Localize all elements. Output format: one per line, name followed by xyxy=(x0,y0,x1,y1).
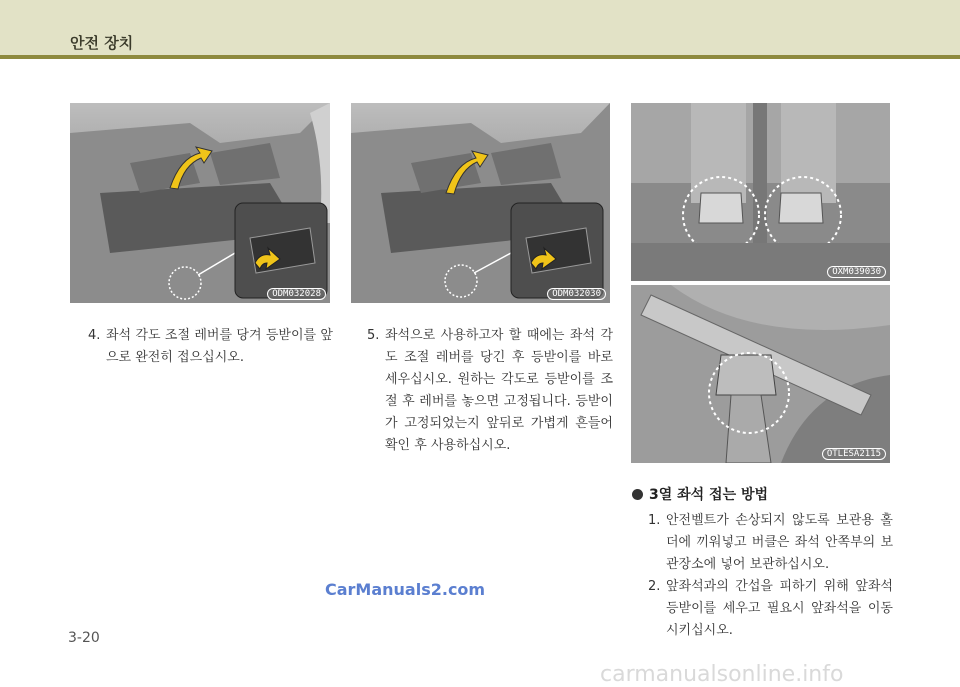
instruction-step xyxy=(648,576,893,642)
figure-seat-raise xyxy=(351,103,610,303)
step-text: 좌석 각도 조절 레버를 당겨 등받이를 앞으로 완전히 접으십시오. xyxy=(106,328,333,365)
watermark-text: carmanualsonline.info xyxy=(600,662,844,687)
page-number: 3-20 xyxy=(68,630,100,646)
belt-holder-illustration xyxy=(631,103,890,281)
step-text: 앞좌석과의 간섭을 피하기 위해 앞좌석 등받이를 세우고 필요시 앞좌석을 이동시키십시오. xyxy=(666,579,893,638)
figure-code: OXM039030 xyxy=(827,266,886,278)
figure-code: ODM032030 xyxy=(547,288,606,300)
figure-seat-fold xyxy=(70,103,330,303)
step-text: 좌석으로 사용하고자 할 때에는 좌석 각도 조절 레버를 당긴 후 등받이를 바로 세우십시오. 원하는 각도로 등받이를 조절 후 레버를 놓으면 고정됩니다. 등받이가 고정되었는지 앞뒤로 가볍게 흔들어 확인 후 사용하십시오. xyxy=(385,328,613,453)
step-number: 4. xyxy=(88,328,101,343)
buckle-storage-illustration xyxy=(631,285,890,463)
page-header-title: 안전 장치 xyxy=(70,34,134,52)
section-heading xyxy=(632,484,768,504)
seat-raise-illustration xyxy=(351,103,610,303)
figure-code: ODM032028 xyxy=(267,288,326,300)
step-number: 1. xyxy=(648,513,661,528)
instruction-step xyxy=(648,510,893,576)
step-text: 안전벨트가 손상되지 않도록 보관용 홀더에 끼워넣고 버클은 좌석 안쪽부의 보관장소에 넣어 보관하십시오. xyxy=(666,513,893,572)
instruction-step xyxy=(88,325,333,369)
section-heading-text: 3열 좌석 접는 방법 xyxy=(649,487,769,503)
step-number: 2. xyxy=(648,579,661,594)
seat-fold-illustration xyxy=(70,103,330,303)
step-number: 5. xyxy=(367,328,380,343)
header-divider xyxy=(0,55,960,59)
figure-buckle-storage xyxy=(631,285,890,463)
instruction-step xyxy=(367,325,613,457)
page-header xyxy=(0,0,960,55)
bullet-icon xyxy=(632,489,643,500)
figure-code: OTLESA2115 xyxy=(822,448,886,460)
watermark-link[interactable]: CarManuals2.com xyxy=(325,580,486,599)
figure-belt-holder xyxy=(631,103,890,281)
